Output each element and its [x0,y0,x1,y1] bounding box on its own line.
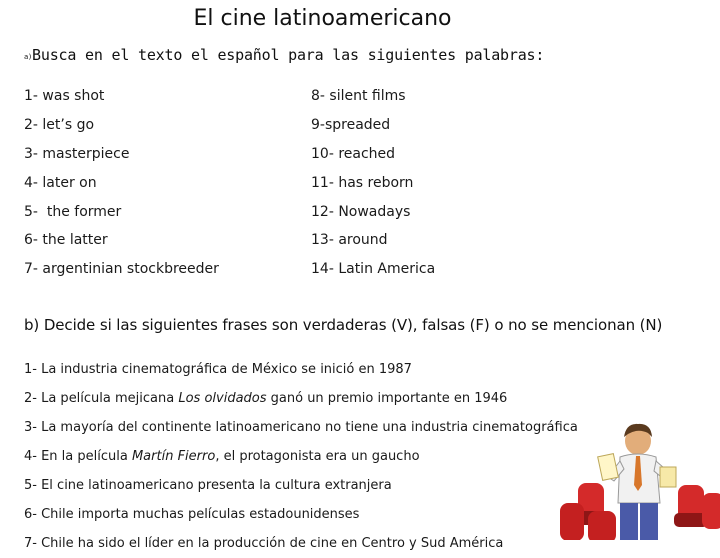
section-b-instruction: b) Decide si las siguientes frases son verdaderas (V), falsas (F) o no se mencionan (N) [24,316,663,334]
vocab-row [24,82,584,111]
vocab-item: 9-spreaded [311,117,391,134]
vocab-row [24,197,584,226]
cinema-seat-icon [702,493,720,529]
vocab-row [24,140,584,169]
vocab-item: 4- later on [24,174,97,191]
section-a-text: Busca en el texto el español para las siguientes palabras: [32,46,545,64]
page-title: El cine latinoamericano [193,6,452,31]
cinema-seat-icon [560,503,584,540]
vocab-item: 1- was shot [24,88,105,105]
vocab-item: 13- around [311,232,388,249]
film-title: Los olvidados [178,391,267,406]
statement-text: 3- La mayoría del continente latinoamericano no tiene una industria cinematográfica [24,420,578,435]
vocab-row [24,111,584,140]
vocab-item: 11- has reborn [311,174,414,191]
statement-text: 5- El cine latinoamericano presenta la cultura extranjera [24,478,392,493]
vocab-item: 5- the former [24,203,122,220]
vocab-row [24,168,584,197]
vocab-item: 2- let’s go [24,117,95,134]
statement-text: 1- La industria cinematográfica de México se inició en 1987 [24,362,412,377]
vocab-item: 8- silent films [311,88,406,105]
statement-text: 6- Chile importa muchas películas estadounidenses [24,507,360,522]
statement-text: 2- La película mejicana [24,391,179,406]
vocab-row [24,226,584,255]
vocab-row [24,255,584,284]
statement-text: , el protagonista era un gaucho [215,449,420,464]
vocab-item: 3- masterpiece [24,145,130,162]
section-a-letter: a) [24,53,33,61]
vocab-item: 12- Nowadays [311,203,411,220]
film-title: Martín Fierro [131,449,216,464]
vocab-item: 14- Latin America [311,261,436,278]
statement-item [24,384,704,413]
vocab-item: 7- argentinian stockbreeder [24,261,219,278]
vocab-item: 6- the latter [24,232,108,249]
cinema-seats-presenter-icon [560,415,720,540]
section-a-instruction [24,46,544,64]
cinema-seat-icon [588,511,616,540]
statement-text: 4- En la película [24,449,132,464]
statement-item [24,355,704,384]
statement-text: 7- Chile ha sido el líder en la producción de cine en Centro y Sud América [24,536,504,551]
statement-text: ganó un premio importante en 1946 [266,391,508,406]
vocab-item: 10- reached [311,145,396,162]
vocab-list [24,82,584,284]
